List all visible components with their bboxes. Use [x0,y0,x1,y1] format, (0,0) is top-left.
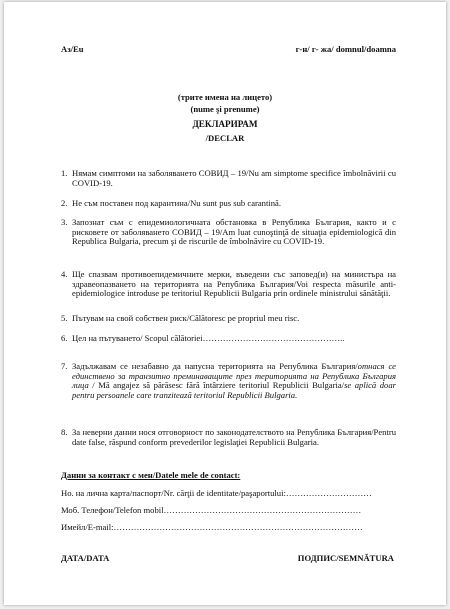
item-text-italic: se aplică doar pentru persoanele care tranzitează teritoriul Republicii Bulgaria. [72,380,396,400]
item-number: 2. [61,198,68,208]
item-text [72,362,396,400]
item-text: Запознат съм с епидемиологичната обстановка в Република България, както и с рисковете от заболяването СОВИД – 19/Am luat cunoştinţă de situaţia epidemiologică din Republica Bulgaria, precum şi de riscurile de îmbolnăvire cu COVID-19. [72,217,396,247]
item-text-italic: отнася се единствено за транзитно преминаващите през територията на Република България лица [72,361,396,391]
phone-field: Моб. Телефон/Telefon mobil…………………………………………………………… [61,505,362,515]
declaration-item [61,428,396,458]
item-number: 7. [61,361,68,371]
item-number: 6. [61,333,68,343]
item-text: Цел на пътуването/ Scopul călătoriei………………………………………….. [72,334,345,343]
declaration-item [61,169,396,189]
item-text: Пътувам на свой собствен риск/Călătoresc pe propriul meu risc. [72,313,300,323]
declaration-item [61,362,396,410]
date-label: ДАТА/DATA [61,553,110,563]
header-right: г-н/ г- жа/ domnul/doamna [295,44,396,54]
declaration-item [61,314,396,324]
declare-title-bg: ДЕКЛАРИРАМ [192,119,258,129]
item-number: 3. [61,217,68,227]
item-text: Не съм поставен под карантина/Nu sunt pus sub carantină. [72,198,282,208]
item-number: 1. [61,168,68,178]
header-left: Аз/Eu [61,44,84,54]
item-text: За неверни данни нося отговорност по законодателството на Република България/Pentru date false, răspund conform prevederilor legislaţiei Republicii Bulgaria. [72,427,396,447]
contact-heading: Данни за контакт с мен/Datele mele de contact: [61,470,241,480]
item-number: 5. [61,313,68,323]
declaration-item [61,270,396,310]
declaration-item [61,218,396,258]
declaration-item [61,334,396,344]
declaration-item [61,199,396,209]
item-text: Нямам симптоми на заболяването СОВИД – 19/Nu am simptome specifice îmbolnăvirii cu COVID-19. [72,168,396,188]
item-number: 8. [61,427,68,437]
names-label-ro: (nume şi prenume) [190,104,260,114]
item-number: 4. [61,269,68,279]
item-text: Ще спазвам противоепидемичните мерки, въведени със заповед(и) на министъра на здравеопазването на територията на Република България/Voi respecta măsurile anti-epidemiologice introduse pe teritoriul Republicii Bulgaria prin ordinele ministrului sănătăţii. [72,269,396,299]
item-text-part: Задължавам се незабавно да напусна територията на Република България/ [72,361,358,371]
declare-title-ro: /DECLAR [205,133,245,143]
names-label-bg: (трите имена на лицето) [177,92,273,102]
item-text-part: / Mă angajez să părăsesc fără întârziere teritoriul Republicii Bulgaria/ [88,380,345,391]
signature-label: ПОДПИС/SEMNĂTURA [297,553,394,563]
id-number-field: Но. на лична карта/паспорт/Nr. cărţii de identitate/paşaportului:………………………… [61,488,372,498]
email-field: Имейл/E-mail:…………………………………………………………………………… [61,522,363,532]
declaration-page [4,2,446,605]
